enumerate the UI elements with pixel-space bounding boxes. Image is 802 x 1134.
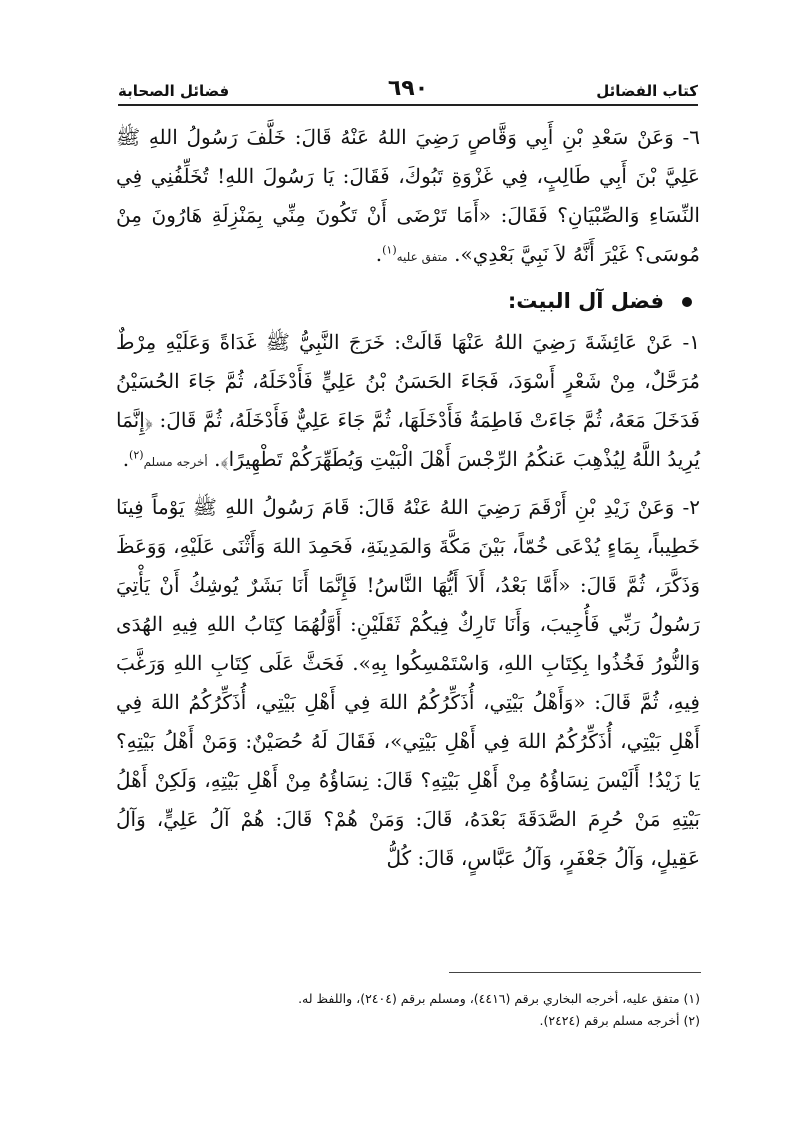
footnotes [118, 988, 700, 1032]
hadith-6: ٦- وَعَنْ سَعْدِ بْنِ أَبِي وَقَّاصٍ رَضِيَ اللهُ عَنْهُ قَالَ: خَلَّفَ رَسُولُ اللهِ ﷺ عَلِيَّ بْنَ أَبِي طَالِبٍ، فِي غَزْوَةِ تَبُوكَ، فَقَالَ: يَا رَسُولَ اللهِ! تُخَلِّفُنِي فِي النِّسَاءِ وَالصِّبْيَانِ؟ فَقَالَ: «أَمَا تَرْضَى أَنْ تَكُونَ مِنِّي بِمَنْزِلَةِ هَارُونَ مِنْ مُوسَى؟ غَيْرَ أَنَّهُ لاَ نَبِيَّ بَعْدِي». متفق عليه$^{(١)}$. [116, 125, 700, 266]
hadith-1-text: ١- عَنْ عَائِشَةَ رَضِيَ اللهُ عَنْهَا قَالَتْ: خَرَجَ النَّبِيُّ ﷺ غَدَاةً وَعَلَيْهِ مِرْطٌ مُرَحَّلٌ، مِنْ شَعْرٍ أَسْوَدَ، فَجَاءَ الحَسَنُ بْنُ عَلِيٍّ فَأَدْخَلَهُ، ثُمَّ جَاءَ الحُسَيْنُ فَدَخَلَ مَعَهُ، ثُمَّ جَاءَتْ فَاطِمَةُ فَأَدْخَلَهَا، ثُمَّ جَاءَ عَلِيٌّ فَأَدْخَلَهُ، ثُمَّ قَالَ: ﴿إِنَّمَا يُرِيدُ اللَّهُ لِيُذْهِبَ عَنكُمُ الرِّجْسَ أَهْلَ الْبَيْتِ وَيُطَهِّرَكُمْ تَطْهِيرًا﴾. [116, 330, 700, 471]
section-title: فضل آل البيت: [507, 289, 664, 313]
hadith-1: ١- عَنْ عَائِشَةَ رَضِيَ اللهُ عَنْهَا قَالَتْ: خَرَجَ النَّبِيُّ ﷺ غَدَاةً وَعَلَيْهِ مِرْطٌ مُرَحَّلٌ، مِنْ شَعْرٍ أَسْوَدَ، فَجَاءَ الحَسَنُ بْنُ عَلِيٍّ فَأَدْخَلَهُ، ثُمَّ جَاءَ الحُسَيْنُ فَدَخَلَ مَعَهُ، ثُمَّ جَاءَتْ فَاطِمَةُ فَأَدْخَلَهَا، ثُمَّ جَاءَ عَلِيٌّ فَأَدْخَلَهُ، ثُمَّ قَالَ: ﴿إِنَّمَا يُرِيدُ اللَّهُ لِيُذْهِبَ عَنكُمُ الرِّجْسَ أَهْلَ الْبَيْتِ وَيُطَهِّرَكُمْ تَطْهِيرًا﴾. أخرجه مسلم$^{(٢)}$. [116, 330, 700, 471]
footnote-rule [449, 972, 701, 973]
hadith-2 [116, 488, 700, 878]
hadith-2-text: ٢- وَعَنْ زَيْدِ بْنِ أَرْقَمَ رَضِيَ اللهُ عَنْهُ قَالَ: قَامَ رَسُولُ اللهِ ﷺ يَوْماً فِينَا خَطِيباً، بِمَاءٍ يُدْعَى خُمّاً، بَيْنَ مَكَّةَ وَالمَدِينَةِ، فَحَمِدَ اللهَ وَأَثْنَى عَلَيْهِ، وَوَعَظَ وَذَكَّرَ، ثُمَّ قَالَ: «أَمَّا بَعْدُ، أَلاَ أَيُّهَا النَّاسُ! فَإِنَّمَا أَنَا بَشَرٌ يُوشِكُ أَنْ يَأْتِيَ رَسُولُ رَبِّي فَأُجِيبَ، وَأَنَا تَارِكٌ فِيكُمْ ثَقَلَيْنِ: أَوَّلُهُمَا كِتَابُ اللهِ فِيهِ الهُدَى وَالنُّورُ فَخُذُوا بِكِتَابِ اللهِ، وَاسْتَمْسِكُوا بِهِ». فَحَثَّ عَلَى كِتَابِ اللهِ وَرَغَّبَ فِيهِ، ثُمَّ قَالَ: «وَأَهْلُ بَيْتِي، أُذَكِّرُكُمُ اللهَ فِي أَهْلِ بَيْتِي، أُذَكِّرُكُمُ اللهَ فِي أَهْلِ بَيْتِي، أُذَكِّرُكُمُ اللهَ فِي أَهْلِ بَيْتِي»، فَقَالَ لَهُ حُصَيْنٌ: وَمَنْ أَهْلُ بَيْتِهِ؟ يَا زَيْدُ! أَلَيْسَ نِسَاؤُهُ مِنْ أَهْلِ بَيْتِهِ؟ قَالَ: نِسَاؤُهُ مِنْ أَهْلِ بَيْتِهِ، وَلَكِنْ أَهْلُ بَيْتِهِ مَنْ حُرِمَ الصَّدَقَةَ بَعْدَهُ، قَالَ: وَمَنْ هُمْ؟ قَالَ: هُمْ آلُ عَلِيٍّ، وَآلُ عَقِيلٍ، وَآلُ جَعْفَرٍ، وَآلُ عَبَّاسٍ، قَالَ: كُلُّ [116, 495, 700, 870]
hadith-6-ref: متفق عليه [396, 250, 448, 264]
page-number: ٦٩٠ [387, 76, 429, 101]
footnote-2: (٢) أخرجه مسلم برقم (٢٤٢٤). [539, 1013, 700, 1028]
header-rule [118, 104, 698, 106]
bullet-icon [682, 297, 692, 307]
footnote-1: (١) متفق عليه، أخرجه البخاري برقم (٤٤١٦)، ومسلم برقم (٢٤٠٤)، واللفظ له. [298, 991, 700, 1006]
running-header [118, 70, 698, 104]
hadith-6-text: ٦- وَعَنْ سَعْدِ بْنِ أَبِي وَقَّاصٍ رَضِيَ اللهُ عَنْهُ قَالَ: خَلَّفَ رَسُولُ اللهِ ﷺ عَلِيَّ بْنَ أَبِي طَالِبٍ، فِي غَزْوَةِ تَبُوكَ، فَقَالَ: يَا رَسُولَ اللهِ! تُخَلِّفُنِي فِي النِّسَاءِ وَالصِّبْيَانِ؟ فَقَالَ: «أَمَا تَرْضَى أَنْ تَكُونَ مِنِّي بِمَنْزِلَةِ هَارُونَ مِنْ مُوسَى؟ غَيْرَ أَنَّهُ لاَ نَبِيَّ بَعْدِي». [116, 125, 700, 266]
section-heading [116, 283, 700, 319]
footnote-mark-2[interactable]: (٢) [129, 448, 144, 462]
page-body [116, 118, 700, 884]
book-title: كتاب الفضائل [596, 82, 698, 100]
chapter-title: فضائل الصحابة [118, 82, 230, 100]
hadith-1-ref: أخرجه مسلم [143, 455, 208, 469]
footnote-mark-1[interactable]: (١) [382, 243, 397, 257]
